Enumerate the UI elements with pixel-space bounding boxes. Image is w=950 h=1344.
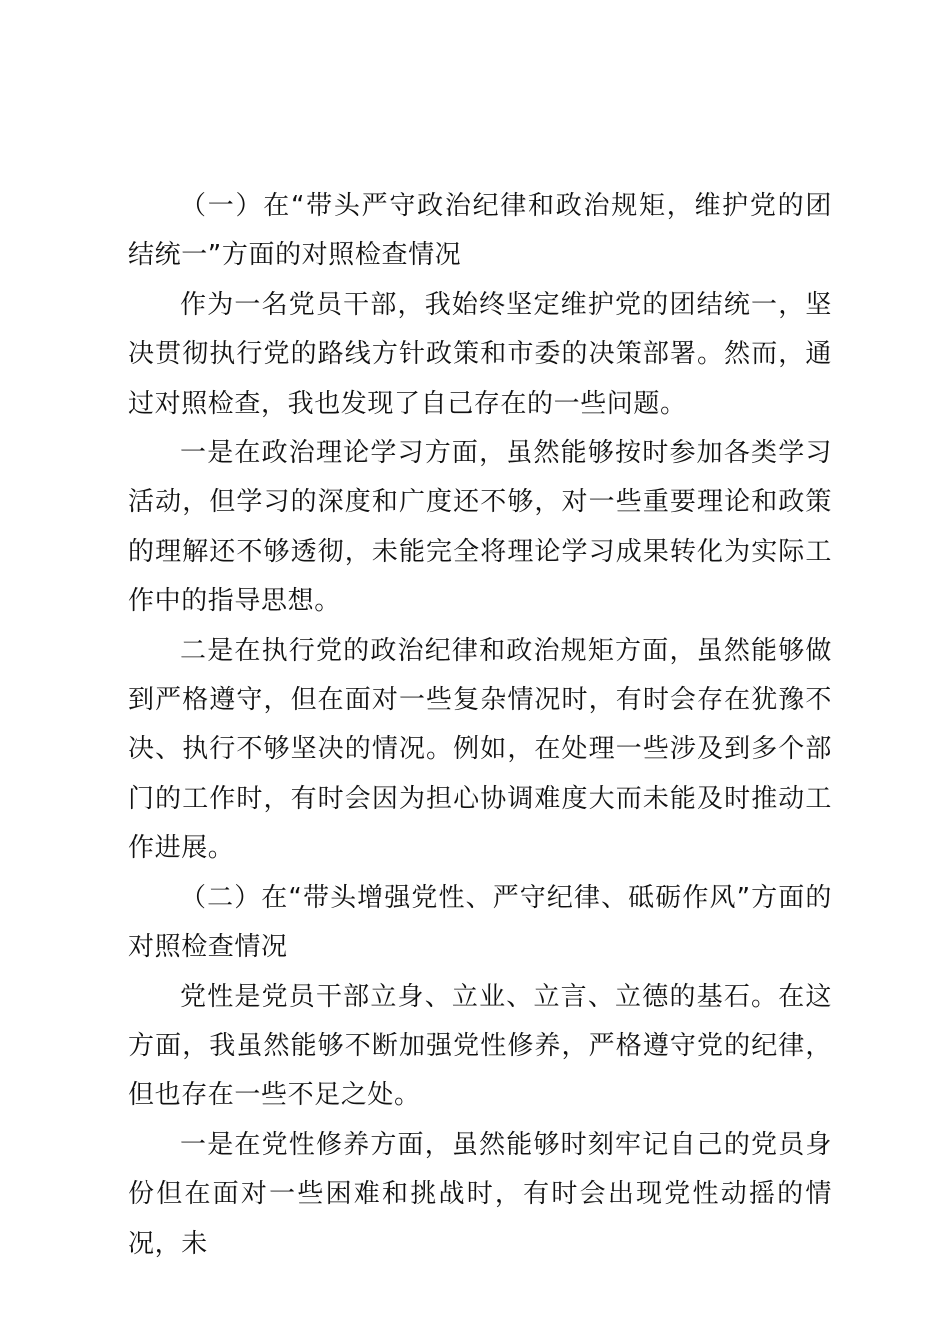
paragraph: 一是在党性修养方面，虽然能够时刻牢记自己的党员身份但在面对一些困难和挑战时，有时会出现党性动摇的情况，未 (128, 1129, 832, 1259)
paragraph: 一是在政治理论学习方面，虽然能够按时参加各类学习活动，但学习的深度和广度还不够，对一些重要理论和政策的理解还不够透彻，未能完全将理论学习成果转化为实际工作中的指导思想。 (128, 438, 832, 617)
paragraph: 二是在执行党的政治纪律和政治规矩方面，虽然能够做到严格遵守，但在面对一些复杂情况时，有时会存在犹豫不决、执行不够坚决的情况。例如，在处理一些涉及到多个部门的工作时，有时会因为担心协调难度大而未能及时推动工作进展。 (128, 635, 832, 864)
section-heading-1: （一）在“带头严守政治纪律和政治规矩，维护党的团结统一”方面的对照检查情况 (128, 191, 832, 271)
document-body (128, 182, 832, 1269)
paragraph: 党性是党员干部立身、立业、立言、立德的基石。在这方面，我虽然能够不断加强党性修养，严格遵守党的纪律，但也存在一些不足之处。 (128, 981, 832, 1111)
paragraph: 作为一名党员干部，我始终坚定维护党的团结统一，坚决贯彻执行党的路线方针政策和市委的决策部署。然而，通过对照检查，我也发现了自己存在的一些问题。 (128, 289, 832, 419)
section-heading-2: （二）在“带头增强党性、严守纪律、砥砺作风”方面的对照检查情况 (128, 882, 832, 963)
